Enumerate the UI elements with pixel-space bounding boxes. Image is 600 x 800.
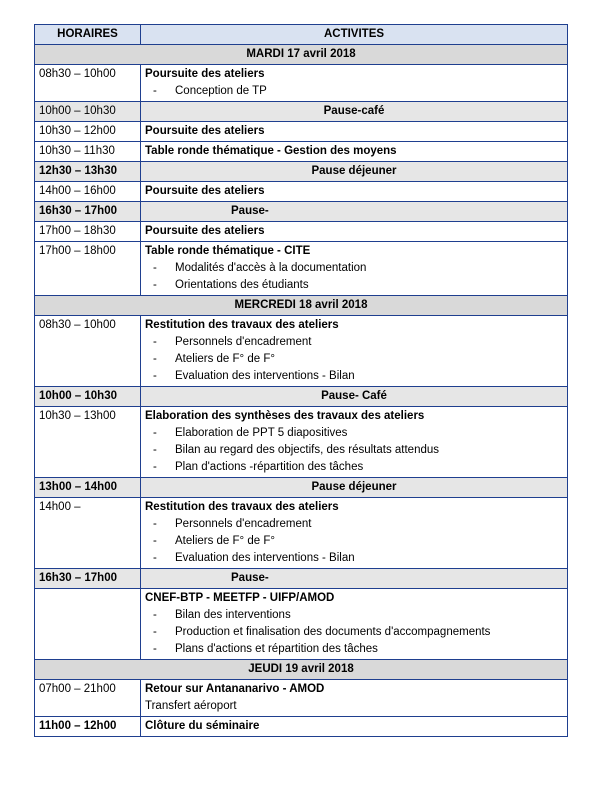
activity-subline: Transfert aéroport (145, 700, 237, 712)
list-item: - Evaluation des interventions - Bilan (145, 550, 563, 567)
activity-cell (141, 65, 568, 102)
day-label: JEUDI 19 avril 2018 (35, 660, 568, 680)
time-cell: 07h00 – 21h00 (35, 680, 141, 717)
activity-title: Pause- (141, 569, 568, 589)
activity-items (145, 516, 563, 567)
day-row-thursday (35, 660, 568, 680)
list-item: - Personnels d'encadrement (145, 516, 563, 533)
time-cell: 16h30 – 17h00 (35, 569, 141, 589)
time-cell: 10h30 – 12h00 (35, 122, 141, 142)
table-row (35, 142, 568, 162)
table-row (35, 717, 568, 737)
activity-items (145, 425, 563, 476)
table-row (35, 407, 568, 478)
activity-title: Table ronde thématique - CITE (145, 245, 311, 257)
table-row (35, 122, 568, 142)
table-row (35, 498, 568, 569)
list-item: - Production et finalisation des documents d'accompagnements (145, 624, 563, 641)
time-cell: 08h30 – 10h00 (35, 316, 141, 387)
list-item: - Bilan au regard des objectifs, des résultats attendus (145, 442, 563, 459)
time-cell: 13h00 – 14h00 (35, 478, 141, 498)
list-item: - Evaluation des interventions - Bilan (145, 368, 563, 385)
table-row (35, 242, 568, 296)
activity-items (145, 260, 563, 294)
activity-title: Poursuite des ateliers (145, 68, 265, 80)
time-cell: 11h00 – 12h00 (35, 717, 141, 737)
list-item: - Modalités d'accès à la documentation (145, 260, 563, 277)
table-row (35, 162, 568, 182)
activity-title: Retour sur Antananarivo - AMOD (145, 683, 325, 695)
table-row (35, 316, 568, 387)
activity-title: Restitution des travaux des ateliers (145, 319, 339, 331)
header-activity: ACTIVITES (141, 25, 568, 45)
activity-title: Restitution des travaux des ateliers (145, 501, 339, 513)
activity-items (145, 83, 563, 100)
table-row (35, 65, 568, 102)
table-row (35, 680, 568, 717)
time-cell: 10h00 – 10h30 (35, 102, 141, 122)
time-cell: 10h00 – 10h30 (35, 387, 141, 407)
activity-cell (141, 589, 568, 660)
time-cell: 17h00 – 18h30 (35, 222, 141, 242)
activity-title: Pause- Café (141, 387, 568, 407)
time-cell: 16h30 – 17h00 (35, 202, 141, 222)
activity-cell (141, 242, 568, 296)
activity-items (145, 607, 563, 658)
activity-cell (141, 498, 568, 569)
time-cell: 14h00 – 16h00 (35, 182, 141, 202)
table-row (35, 182, 568, 202)
day-label: MARDI 17 avril 2018 (35, 45, 568, 65)
header-row (35, 25, 568, 45)
day-row-tuesday (35, 45, 568, 65)
activity-title: Pause- (141, 202, 568, 222)
list-item: - Orientations des étudiants (145, 277, 563, 294)
table-row (35, 202, 568, 222)
activity-title: CNEF-BTP - MEETFP - UIFP/AMOD (145, 592, 335, 604)
time-cell (35, 589, 141, 660)
activity-title: Poursuite des ateliers (141, 182, 568, 202)
schedule-table (34, 24, 568, 737)
list-item: - Conception de TP (145, 83, 563, 100)
table-row (35, 589, 568, 660)
list-item: - Ateliers de F° de F° (145, 533, 563, 550)
activity-cell (141, 680, 568, 717)
table-row (35, 222, 568, 242)
time-cell: 10h30 – 11h30 (35, 142, 141, 162)
activity-title: Poursuite des ateliers (141, 122, 568, 142)
time-cell: 17h00 – 18h00 (35, 242, 141, 296)
activity-title: Pause-café (141, 102, 568, 122)
time-cell: 14h00 – (35, 498, 141, 569)
list-item: - Plans d'actions et répartition des tâches (145, 641, 563, 658)
list-item: - Elaboration de PPT 5 diapositives (145, 425, 563, 442)
time-cell: 08h30 – 10h00 (35, 65, 141, 102)
day-row-wednesday (35, 296, 568, 316)
activity-title: Clôture du séminaire (141, 717, 568, 737)
time-cell: 10h30 – 13h00 (35, 407, 141, 478)
day-label: MERCREDI 18 avril 2018 (35, 296, 568, 316)
table-row (35, 387, 568, 407)
list-item: - Plan d'actions -répartition des tâches (145, 459, 563, 476)
activity-title: Pause déjeuner (141, 478, 568, 498)
list-item: - Ateliers de F° de F° (145, 351, 563, 368)
time-cell: 12h30 – 13h30 (35, 162, 141, 182)
list-item: - Bilan des interventions (145, 607, 563, 624)
activity-title: Elaboration des synthèses des travaux des ateliers (145, 410, 425, 422)
activity-cell (141, 407, 568, 478)
header-time: HORAIRES (35, 25, 141, 45)
activity-title: Pause déjeuner (141, 162, 568, 182)
table-row (35, 478, 568, 498)
list-item: - Personnels d'encadrement (145, 334, 563, 351)
activity-title: Poursuite des ateliers (141, 222, 568, 242)
activity-cell (141, 316, 568, 387)
activity-title: Table ronde thématique - Gestion des moyens (141, 142, 568, 162)
activity-items (145, 334, 563, 385)
table-row (35, 102, 568, 122)
table-row (35, 569, 568, 589)
